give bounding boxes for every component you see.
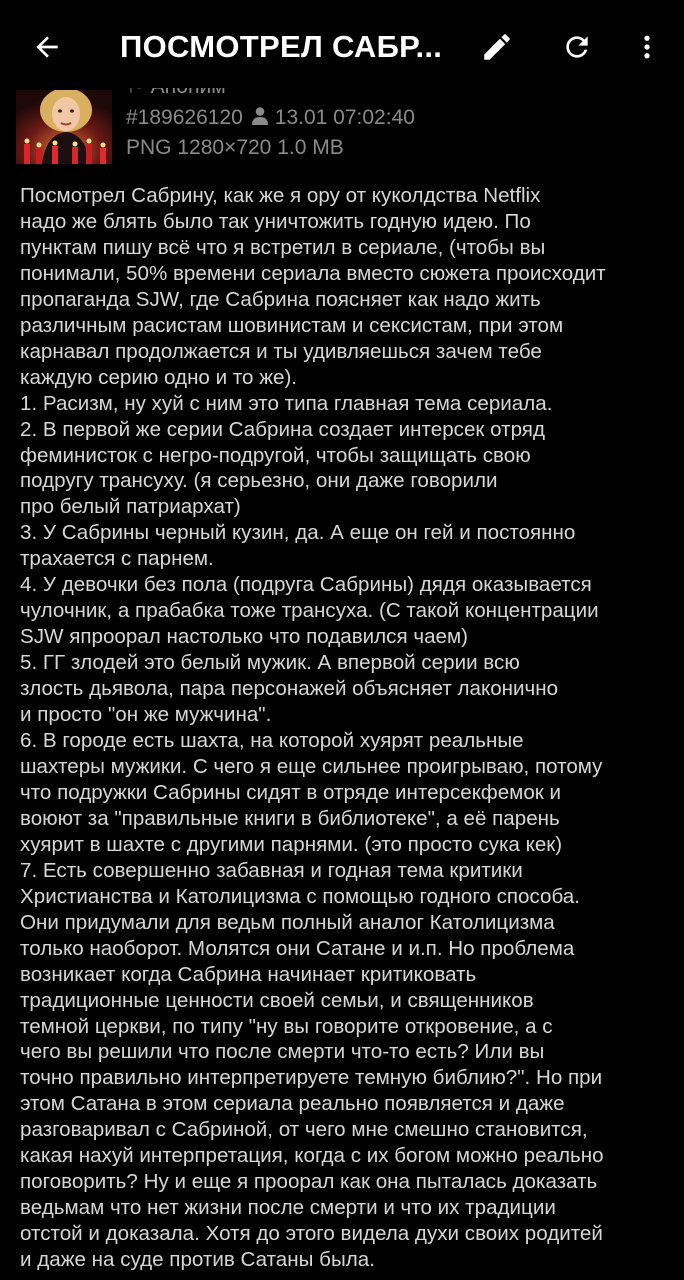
thread-title: ПОСМОТРЕЛ САБР...: [120, 29, 443, 64]
edit-button[interactable]: [472, 22, 522, 72]
refresh-button[interactable]: [552, 22, 602, 72]
post-number[interactable]: #189626120: [126, 106, 243, 129]
post-image-thumbnail[interactable]: [16, 90, 112, 164]
post-datetime: 13.01 07:02:40: [274, 106, 415, 129]
post-body-text: Посмотрел Сабрину, как же я ору от куколдства Netflix надо же блять было так уничтожить годную идею. По пунктам пишу всё что я встретил в сериале, (чтобы вы понимали, 50% времени сериала вместо сюжета происходит пропаганда SJW, где Сабрина поясняет как надо жить различным расистам шовинистам и сексистам, при этом карнавал продолжается и ты удивляешься зачем тебе каждую серию одно и то же). 1. Расизм, ну хуй с ним это типа главная тема сериала. 2. В первой же серии Сабрина создает интерсек отряд феминисток с негро-подругой, чтобы защищать свою подругу трансуху. (я серьезно, они даже говорили про белый патриархат) 3. У Сабрины черный кузин, да. А еще он гей и постоянно трахается с парнем. 4. У девочки без пола (подруга Сабрины) дядя оказывается чулочник, а прабабка тоже трансуха. (С такой концентрации SJW япроорал настолько что подавился чаем) 5. ГГ злодей это белый мужик. А впервой серии всю злость дьявола, пара персонажей объясняет лаконично и просто "он же мужчина". 6. В городе есть шахта, на которой хуярят реальные шахтеры мужики. С чего я еще сильнее проигрываю, потому что подружки Сабрины сидят в отряде интерсекфемок и воюют за "правильные книги в библиотеке", а её парень хуярит в шахте с другими парнями. (это просто сука кек) 7. Есть совершенно забавная и годная тема критики Христианства и Католицизма с помощью годного способа. Они придумали для ведьм полный аналог Католицизма только наоборот. Молятся они Сатане и и.п. Но проблема возникает когда Сабрина начинает критиковать традиционные ценности своей семьи, и священников темной церкви, по типу "ну вы говорите откровение, а с чего вы решили что после смерти что-то есть? Или вы точно правильно интерпретируете темную библию?". Но при этом Сатана в этом сериала реально появляется и даже разговаривал с Сабриной, от чего мне смешно становится, какая нахуй интерпретация, когда с их богом можно реально поговорить? Ну и еще я проорал как она пыталась доказать ведьмам что нет жизни после смерти и что их традиции отстой и доказала. Хотя до этого видела духи своих родитей и даже на суде против Сатаны была.: [20, 184, 606, 1272]
arrow-left-icon: [31, 31, 63, 63]
post-file-info: PNG 1280×720 1.0 MB: [126, 136, 344, 159]
post-meta-line: [126, 106, 415, 132]
refresh-icon: [561, 31, 593, 63]
post-header: [0, 88, 684, 170]
more-vert-icon: [632, 32, 662, 62]
person-icon: [251, 106, 269, 132]
back-button[interactable]: [24, 24, 70, 70]
pencil-icon: [480, 30, 514, 64]
app-bar: [0, 0, 684, 88]
more-options-button[interactable]: [622, 22, 672, 72]
